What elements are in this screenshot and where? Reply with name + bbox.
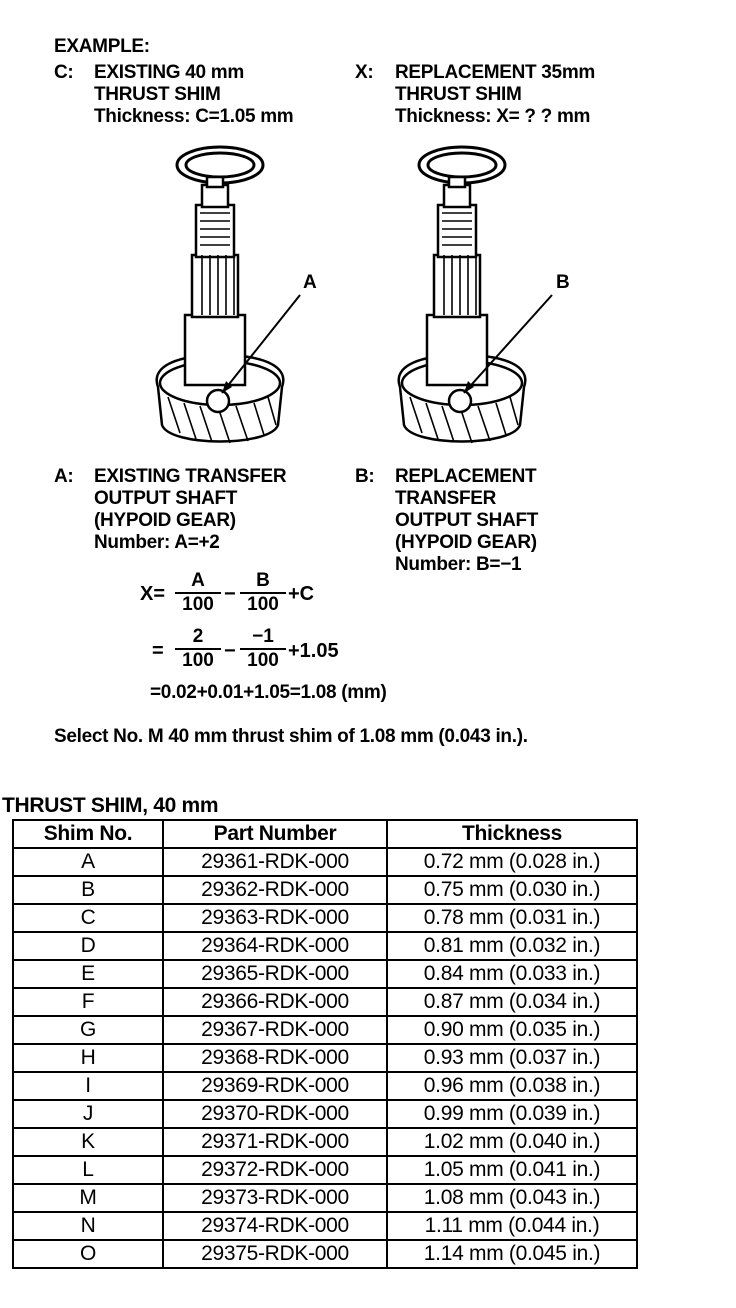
x-line3: Thickness: X= ? ? mm xyxy=(395,106,591,127)
cell-thickness: 1.05 mm (0.041 in.) xyxy=(387,1156,637,1184)
table-row xyxy=(13,1156,637,1184)
cell-part-number: 29371-RDK-000 xyxy=(163,1128,387,1156)
cell-shim-no: C xyxy=(13,904,163,932)
b-tag: B: xyxy=(355,466,375,487)
formula-result: =0.02+0.01+1.05=1.08 (mm) xyxy=(150,682,387,703)
cell-shim-no: F xyxy=(13,988,163,1016)
table-header-row xyxy=(13,820,637,848)
table-row xyxy=(13,1240,637,1268)
table-row xyxy=(13,1100,637,1128)
a-tag: A: xyxy=(54,466,74,487)
a-caption xyxy=(94,466,286,554)
cell-thickness: 0.78 mm (0.031 in.) xyxy=(387,904,637,932)
cell-thickness: 0.84 mm (0.033 in.) xyxy=(387,960,637,988)
c-line3: Thickness: C=1.05 mm xyxy=(94,106,294,127)
cell-part-number: 29367-RDK-000 xyxy=(163,1016,387,1044)
cell-shim-no: K xyxy=(13,1128,163,1156)
cell-thickness: 0.72 mm (0.028 in.) xyxy=(387,848,637,876)
cell-part-number: 29370-RDK-000 xyxy=(163,1100,387,1128)
formula-plus-c: +C xyxy=(288,583,315,605)
table-row xyxy=(13,848,637,876)
x-tag: X: xyxy=(355,62,374,83)
table-row xyxy=(13,1016,637,1044)
fraction-b-numerator: B xyxy=(240,570,286,594)
table-row xyxy=(13,1044,637,1072)
cell-part-number: 29365-RDK-000 xyxy=(163,960,387,988)
cell-shim-no: E xyxy=(13,960,163,988)
b-line3: OUTPUT SHAFT xyxy=(395,510,539,531)
fraction-neg1-denominator: 100 xyxy=(247,650,279,671)
cell-thickness: 0.93 mm (0.037 in.) xyxy=(387,1044,637,1072)
cell-thickness: 0.99 mm (0.039 in.) xyxy=(387,1100,637,1128)
fraction-neg1-numerator: −1 xyxy=(240,626,286,650)
cell-part-number: 29362-RDK-000 xyxy=(163,876,387,904)
x-description xyxy=(395,62,595,128)
replacement-shaft-illustration xyxy=(382,135,582,465)
formula-lhs: X= xyxy=(140,583,166,605)
header-shim-no: Shim No. xyxy=(13,820,163,848)
a-line1: EXISTING TRANSFER xyxy=(94,466,287,487)
c-line1: EXISTING 40 mm xyxy=(94,62,244,83)
table-row xyxy=(13,904,637,932)
a-line2: OUTPUT SHAFT xyxy=(94,488,238,509)
cell-thickness: 1.02 mm (0.040 in.) xyxy=(387,1128,637,1156)
b-line5: Number: B=−1 xyxy=(395,554,522,575)
cell-shim-no: O xyxy=(13,1240,163,1268)
formula-eq: = xyxy=(152,640,164,662)
existing-shaft-illustration xyxy=(140,135,340,465)
example-heading: EXAMPLE: xyxy=(54,36,150,57)
cell-shim-no: L xyxy=(13,1156,163,1184)
cell-part-number: 29374-RDK-000 xyxy=(163,1212,387,1240)
cell-shim-no: N xyxy=(13,1212,163,1240)
fraction-b-over-100 xyxy=(240,570,286,616)
cell-part-number: 29373-RDK-000 xyxy=(163,1184,387,1212)
c-description xyxy=(94,62,293,128)
select-note: Select No. M 40 mm thrust shim of 1.08 mm (0.043 in.). xyxy=(54,726,528,747)
cell-thickness: 0.81 mm (0.032 in.) xyxy=(387,932,637,960)
c-line2: THRUST SHIM xyxy=(94,84,221,105)
b-caption xyxy=(395,466,538,576)
cell-thickness: 0.87 mm (0.034 in.) xyxy=(387,988,637,1016)
cell-shim-no: I xyxy=(13,1072,163,1100)
thrust-shim-table xyxy=(12,819,638,1269)
formula-minus: − xyxy=(224,583,236,605)
table-row xyxy=(13,988,637,1016)
a-line4: Number: A=+2 xyxy=(94,532,220,553)
formula-minus-2: − xyxy=(224,640,236,662)
table-row xyxy=(13,1072,637,1100)
fraction-2-numerator: 2 xyxy=(175,626,221,650)
cell-part-number: 29361-RDK-000 xyxy=(163,848,387,876)
table-row xyxy=(13,876,637,904)
x-line1: REPLACEMENT 35mm xyxy=(395,62,596,83)
cell-part-number: 29364-RDK-000 xyxy=(163,932,387,960)
fraction-2-denominator: 100 xyxy=(182,650,214,671)
cell-part-number: 29366-RDK-000 xyxy=(163,988,387,1016)
fraction-neg1-over-100 xyxy=(240,626,286,672)
cell-thickness: 0.96 mm (0.038 in.) xyxy=(387,1072,637,1100)
cell-thickness: 0.90 mm (0.035 in.) xyxy=(387,1016,637,1044)
fraction-a-denominator: 100 xyxy=(182,594,214,615)
header-part-number: Part Number xyxy=(163,820,387,848)
cell-shim-no: A xyxy=(13,848,163,876)
b-line2: TRANSFER xyxy=(395,488,497,509)
cell-shim-no: B xyxy=(13,876,163,904)
cell-part-number: 29363-RDK-000 xyxy=(163,904,387,932)
cell-thickness: 1.14 mm (0.045 in.) xyxy=(387,1240,637,1268)
c-tag: C: xyxy=(54,62,74,83)
cell-shim-no: J xyxy=(13,1100,163,1128)
cell-part-number: 29369-RDK-000 xyxy=(163,1072,387,1100)
table-row xyxy=(13,960,637,988)
x-line2: THRUST SHIM xyxy=(395,84,522,105)
table-row xyxy=(13,932,637,960)
cell-shim-no: M xyxy=(13,1184,163,1212)
callout-a: A xyxy=(303,272,317,293)
cell-shim-no: G xyxy=(13,1016,163,1044)
fraction-a-over-100 xyxy=(175,570,221,616)
table-title: THRUST SHIM, 40 mm xyxy=(2,794,219,817)
fraction-b-denominator: 100 xyxy=(247,594,279,615)
cell-part-number: 29368-RDK-000 xyxy=(163,1044,387,1072)
formula-plus-value: +1.05 xyxy=(288,640,339,662)
fraction-2-over-100 xyxy=(175,626,221,672)
table-row xyxy=(13,1184,637,1212)
fraction-a-numerator: A xyxy=(175,570,221,594)
a-line3: (HYPOID GEAR) xyxy=(94,510,236,531)
table-row xyxy=(13,1128,637,1156)
cell-thickness: 0.75 mm (0.030 in.) xyxy=(387,876,637,904)
b-line4: (HYPOID GEAR) xyxy=(395,532,537,553)
cell-shim-no: H xyxy=(13,1044,163,1072)
table-row xyxy=(13,1212,637,1240)
cell-part-number: 29375-RDK-000 xyxy=(163,1240,387,1268)
cell-part-number: 29372-RDK-000 xyxy=(163,1156,387,1184)
header-thickness: Thickness xyxy=(387,820,637,848)
cell-thickness: 1.11 mm (0.044 in.) xyxy=(387,1212,637,1240)
b-line1: REPLACEMENT xyxy=(395,466,537,487)
cell-thickness: 1.08 mm (0.043 in.) xyxy=(387,1184,637,1212)
callout-b: B xyxy=(556,272,570,293)
cell-shim-no: D xyxy=(13,932,163,960)
